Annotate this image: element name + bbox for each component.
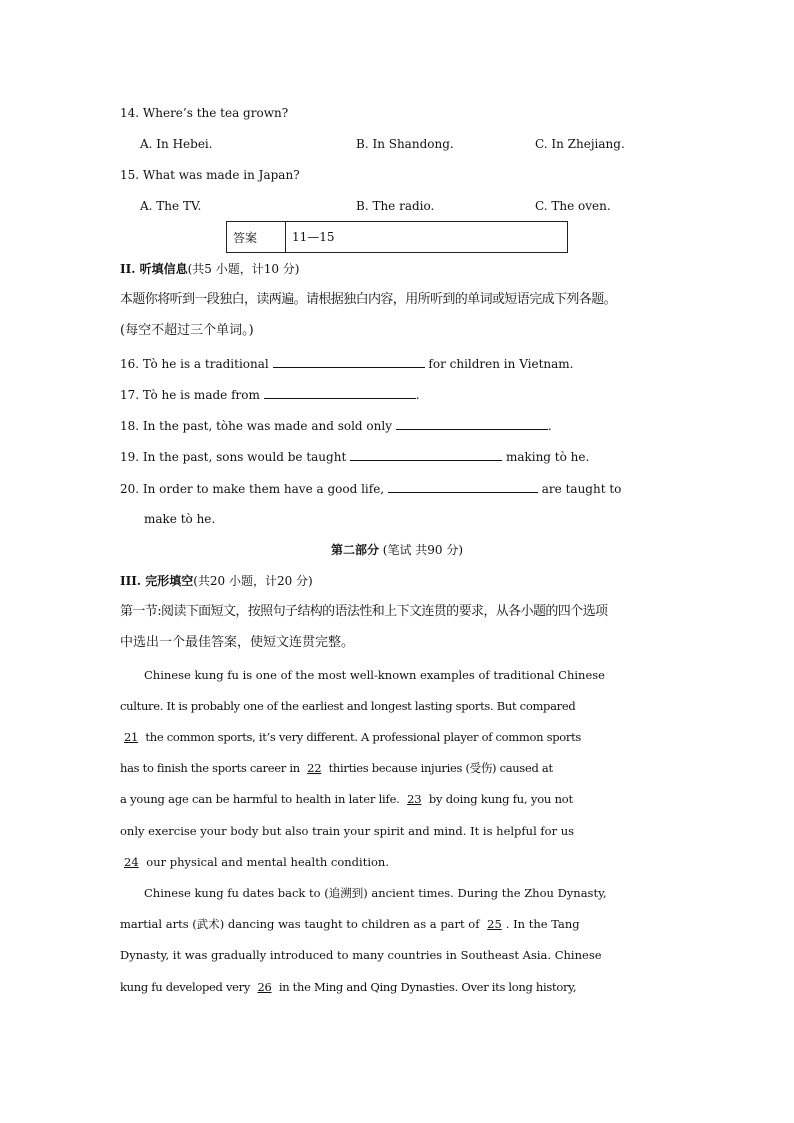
answer-box-label: 答案 xyxy=(227,222,286,253)
question-18-tail: . xyxy=(547,419,552,433)
passage-text: a young age can be harmful to health in later life. xyxy=(120,792,400,806)
question-16-tail: for children in Vietnam. xyxy=(428,357,574,371)
question-19-text: 19. In the past, sons would be taught xyxy=(120,450,347,464)
blank-number-26[interactable]: 26 xyxy=(257,980,272,994)
answer-blank-18[interactable] xyxy=(396,417,548,430)
section-2-instruction: 本题你将听到一段独白，读两遍。请根据独白内容，用所听到的单词或短语完成下列各题。 xyxy=(120,292,617,307)
question-14-stem: 14. Where’s the tea grown? xyxy=(120,106,289,120)
section-3-instruction: 第一节:阅读下面短文，按照句子结构的语法性和上下文连贯的要求，从各小题的四个选项 xyxy=(120,604,608,619)
question-14-option-b: B. In Shandong. xyxy=(356,137,454,151)
passage-line: Chinese kung fu is one of the most well-known examples of traditional Chinese xyxy=(144,668,605,682)
answer-box-range: 11—15 xyxy=(286,222,568,253)
section-2-heading xyxy=(120,261,680,277)
passage-text: kung fu developed very xyxy=(120,980,251,994)
passage-text: the common sports, it’s very different. A professional player of common sports xyxy=(145,730,581,744)
passage-line xyxy=(120,979,680,995)
question-16-text: 16. Tò he is a traditional xyxy=(120,357,269,371)
section-2-note: (每空不超过三个单词。) xyxy=(120,323,254,338)
part-2-score: (笔试 共90 分) xyxy=(382,543,464,557)
section-3-instruction-cont: 中选出一个最佳答案，使短文连贯完整。 xyxy=(120,635,355,650)
question-20-continuation: make tò he. xyxy=(144,512,216,526)
passage-line xyxy=(120,729,680,745)
question-18 xyxy=(120,417,680,434)
section-3-score: (共20 小题，计20 分) xyxy=(193,574,313,588)
passage-line xyxy=(120,916,680,932)
blank-number-22[interactable]: 22 xyxy=(307,761,322,775)
blank-number-25[interactable]: 25 xyxy=(487,917,502,931)
question-17-tail: . xyxy=(415,388,420,402)
answer-blank-20[interactable] xyxy=(388,480,538,493)
passage-line xyxy=(120,760,680,776)
question-18-text: 18. In the past, tòhe was made and sold only xyxy=(120,419,392,433)
question-15-option-a: A. The TV. xyxy=(140,199,202,213)
question-19 xyxy=(120,448,680,465)
answer-blank-17[interactable] xyxy=(264,386,416,399)
passage-text: . In the Tang xyxy=(505,917,580,931)
passage-text: thirties because injuries (受伤) caused at xyxy=(328,761,553,775)
question-17 xyxy=(120,386,680,403)
passage-line: Chinese kung fu dates back to (追溯到) ancient times. During the Zhou Dynasty, xyxy=(144,886,607,900)
passage-line: only exercise your body but also train your spirit and mind. It is helpful for us xyxy=(120,824,575,838)
part-2-title: 第二部分 xyxy=(330,543,379,557)
answer-blank-19[interactable] xyxy=(350,448,502,461)
passage-text: in the Ming and Qing Dynasties. Over its long history, xyxy=(278,980,577,994)
question-16 xyxy=(120,355,680,372)
passage-text: by doing kung fu, you not xyxy=(428,792,573,806)
question-15-option-b: B. The radio. xyxy=(356,199,435,213)
part-2-heading xyxy=(117,542,677,558)
section-2-score: (共5 小题，计10 分) xyxy=(187,262,300,276)
question-15-option-c: C. The oven. xyxy=(535,199,611,213)
blank-number-21[interactable]: 21 xyxy=(124,730,139,744)
question-20-text: 20. In order to make them have a good life, xyxy=(120,482,385,496)
blank-number-23[interactable]: 23 xyxy=(407,792,422,806)
question-14-option-c: C. In Zhejiang. xyxy=(535,137,625,151)
question-20-tail: are taught to xyxy=(541,482,622,496)
passage-text: our physical and mental health condition. xyxy=(146,855,389,869)
section-3-title: III. 完形填空 xyxy=(120,574,194,588)
question-14-option-a: A. In Hebei. xyxy=(140,137,213,151)
passage-text: has to finish the sports career in xyxy=(120,761,300,775)
answer-box xyxy=(226,221,568,253)
passage-line: culture. It is probably one of the earliest and longest lasting sports. But compared xyxy=(120,699,576,713)
section-2-title: II. 听填信息 xyxy=(120,262,188,276)
question-19-tail: making tò he. xyxy=(505,450,590,464)
answer-blank-16[interactable] xyxy=(273,355,425,368)
passage-line xyxy=(120,791,680,807)
passage-text: martial arts (武术) dancing was taught to children as a part of xyxy=(120,917,480,931)
question-15-stem: 15. What was made in Japan? xyxy=(120,168,300,182)
blank-number-24[interactable]: 24 xyxy=(124,855,139,869)
section-3-heading xyxy=(120,573,680,589)
passage-line: Dynasty, it was gradually introduced to many countries in Southeast Asia. Chinese xyxy=(120,948,602,962)
question-17-text: 17. Tò he is made from xyxy=(120,388,260,402)
question-20 xyxy=(120,480,680,497)
passage-line xyxy=(120,854,680,870)
